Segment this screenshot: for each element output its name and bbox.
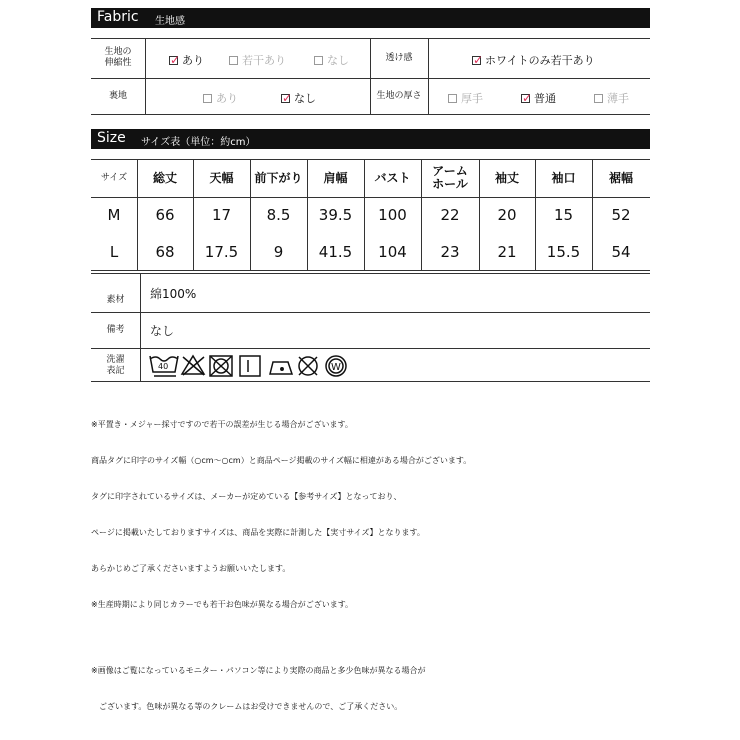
iron-low-icon [270,362,292,374]
check-icon: ✓ [473,52,484,67]
size-row-label: M [107,206,121,224]
size-cell: 17 [211,206,232,224]
note-line: タグに印字されているサイズは、メーカーが定めている【参考サイズ】となっており、 [91,492,402,501]
size-cell: 100 [378,206,407,224]
svg-text:W: W [331,362,341,373]
size-header-cell: 天幅 [209,170,234,185]
stretch-option-slight[interactable]: 若干あり [229,52,286,68]
divider [91,312,650,313]
divider [91,114,650,115]
lining-option-yes[interactable]: あり [203,90,238,106]
checkbox[interactable] [314,56,323,65]
lining-option-no[interactable]: ✓ なし [282,90,316,105]
divider [91,273,650,274]
fabric-subtitle: 生地感 [155,16,185,27]
care-label: 洗濯 表記 [106,354,125,376]
fabric-title: Fabric [97,9,139,25]
checkbox[interactable] [448,94,457,103]
note-line: ございます。色味が異なる等のクレームはお受けできませんので、ご了承ください。 [91,702,403,711]
size-cell: 15.5 [546,243,581,261]
size-header-cell: サイズ [100,172,128,183]
no-dry-clean-icon [299,357,317,375]
check-icon: ✓ [170,52,181,67]
size-cell: 20 [497,206,517,224]
size-cell: 54 [611,243,631,261]
checkbox[interactable] [169,52,181,67]
size-cell: 52 [611,206,631,224]
size-header-cell: バスト [374,170,411,185]
divider [91,270,650,271]
check-icon: ✓ [522,90,533,105]
wet-clean-icon [326,356,346,376]
checkbox[interactable] [281,90,293,105]
note-line: ※生産時期により同じカラーでも若干お色味が異なる場合がございます。 [91,600,354,609]
size-header-cell: 袖丈 [494,170,519,185]
transparency-label: 透け感 [385,52,413,63]
transparency-option[interactable]: ✓ ホワイトのみ若干あり [473,52,595,67]
svg-text:40: 40 [158,362,169,371]
size-header-cell: 肩幅 [323,170,348,185]
size-header-cell: アーム ホール [432,164,468,191]
size-cell: 66 [155,206,175,224]
size-cell: 15 [553,206,574,224]
size-cell: 68 [155,243,175,261]
checkbox[interactable] [472,52,484,67]
no-bleach-icon [182,356,204,375]
size-header-cell: 総丈 [152,170,177,185]
size-header-bar [91,129,650,149]
line-dry-icon [240,356,260,376]
size-cell: 104 [378,243,407,261]
note-line: あらかじめご了承くださいますようお願いいたします。 [91,564,291,573]
divider [428,38,429,114]
size-cell: 8.5 [266,206,291,224]
material-label: 素材 [106,294,125,305]
remarks-label: 備考 [106,324,125,335]
divider [91,381,650,382]
thickness-option-thick[interactable]: 厚手 [448,90,483,106]
size-header-cell: 裾幅 [608,170,633,185]
divider [91,348,650,349]
checkbox[interactable] [203,94,212,103]
size-cell: 17.5 [204,243,239,261]
wash-40-icon [150,356,178,376]
check-icon: ✓ [282,90,293,105]
no-tumble-dry-icon [210,356,232,376]
remarks-value: なし [150,324,175,338]
size-cell: 9 [273,243,284,261]
stretch-option-yes[interactable]: ✓ あり [170,52,204,67]
size-cell: 23 [440,243,460,261]
divider [140,273,141,381]
checkbox[interactable] [229,56,238,65]
divider [145,38,146,114]
material-value: 綿100% [150,287,197,301]
size-cell: 41.5 [318,243,353,261]
note-line: ※平置き・メジャー採寸ですので若干の誤差が生じる場合がございます。 [91,420,353,429]
stretch-label: 生地の 伸縮性 [104,47,132,68]
notes-block [91,395,471,725]
note-line: ※画像はご覧になっているモニター・パソコン等により実際の商品と多少色味が異なる場合が [91,666,426,675]
note-line: ページに掲載いたしておりますサイズは、商品を実際に計測した【実寸サイズ】となります。 [91,528,425,537]
note-line: 商品タグに印字のサイズ幅（○cm〜○cm）と商品ページ掲載のサイズ幅に相違がある場合がございます。 [91,456,472,465]
checkbox[interactable] [521,90,533,105]
fabric-header-bar [91,8,650,28]
lining-label: 裏地 [108,90,127,101]
size-header-cell: 袖口 [551,170,576,185]
size-cell: 39.5 [318,206,353,224]
size-cell: 22 [440,206,460,224]
size-subtitle: サイズ表（単位：約cm） [141,137,256,148]
checkbox[interactable] [594,94,603,103]
stretch-option-none[interactable]: なし [314,52,349,68]
thickness-option-thin[interactable]: 薄手 [594,90,629,106]
thickness-option-normal[interactable]: ✓ 普通 [522,90,556,105]
size-header-cell: 前下がり [254,170,303,185]
size-title: Size [97,130,126,146]
size-cell: 21 [497,243,517,261]
size-row-label: L [109,243,119,261]
thickness-label: 生地の厚さ [376,90,422,101]
care-icons [148,352,353,380]
